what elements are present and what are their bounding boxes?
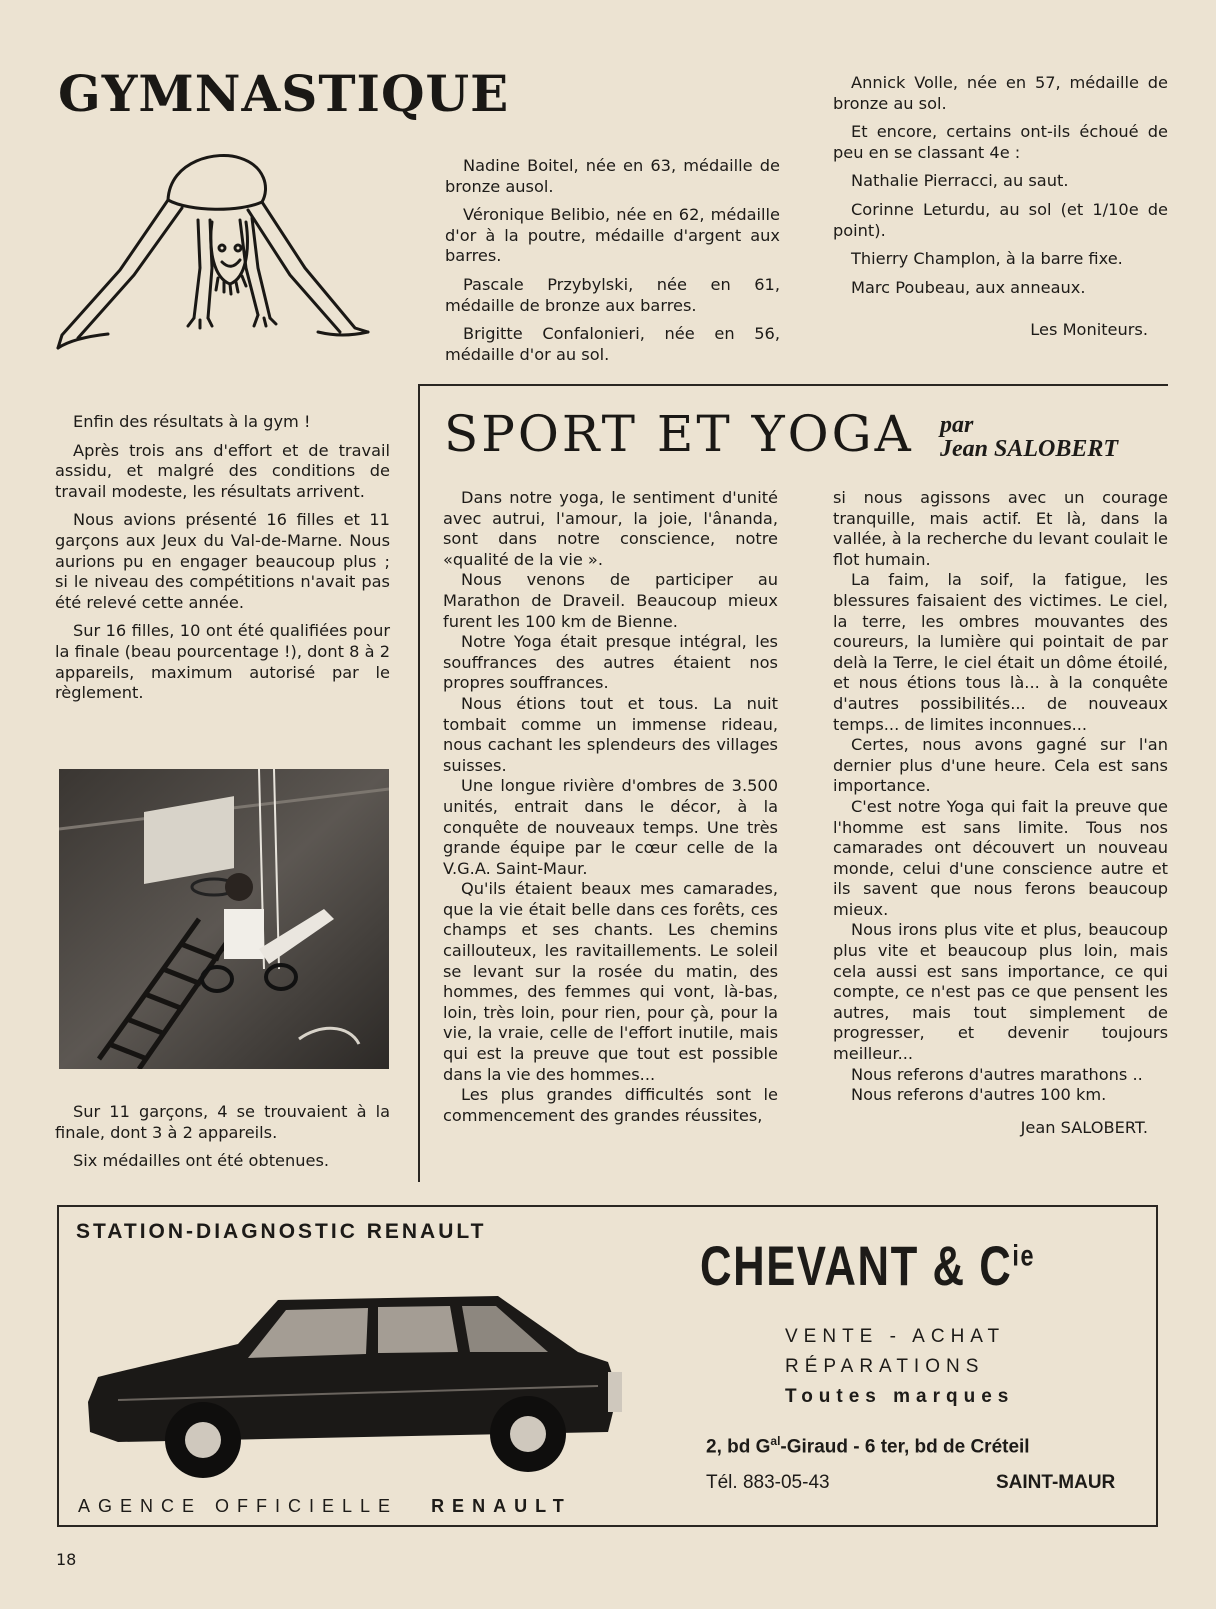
renault-car-icon	[78, 1282, 638, 1482]
ad-agency-label: AGENCE OFFICIELLE	[78, 1496, 399, 1516]
ad-address-a: 2, bd G	[706, 1436, 771, 1458]
medal-item: Annick Volle, née en 57, médaille de bronze au sol.	[833, 73, 1168, 113]
gym-medals	[445, 156, 780, 365]
ad-city: SAINT-MAUR	[996, 1472, 1116, 1493]
gym-intro-p2: Après trois ans d'effort et de travail assidu, et malgré des conditions de travail modeste, les résultats arrivent.	[55, 440, 390, 501]
yoga-paragraph: Nous étions tout et tous. La nuit tombait comme un immense rideau, nous cachant les splendeurs des villages suisses.	[443, 693, 778, 775]
gymnast-drawing-icon	[50, 150, 380, 365]
yoga-paragraph: Les plus grandes difficultés sont le commencement des grandes réussites,	[443, 1085, 778, 1125]
fourth-place-item: Marc Poubeau, aux anneaux.	[851, 277, 1086, 297]
gym-intro-p3: Nous avions présenté 16 filles et 11 garçons aux Jeux du Val-de-Marne. Nous aurions pu en engager beaucoup plus ; si le niveau des compétitions n'avait pas été relevé cette année.	[55, 510, 390, 612]
medal-item: Brigitte Confalonieri, née en 56, médaille d'or au sol.	[445, 324, 780, 364]
yoga-col1	[443, 488, 778, 1126]
medal-item: Pascale Przybylski, née en 61, médaille de bronze aux barres.	[445, 274, 780, 315]
yoga-signature: Jean SALOBERT.	[1020, 1117, 1148, 1137]
yoga-paragraph: Nous referons d'autres 100 km.	[851, 1085, 1107, 1105]
gym-intro	[55, 412, 390, 704]
yoga-paragraph: si nous agissons avec un courage tranquille, mais actif. Et là, dans la vallée, à la recherche du levant coulait le flot humain.	[833, 488, 1168, 569]
page-number: 18	[56, 1550, 77, 1569]
gym-outro	[55, 1102, 390, 1172]
fourth-place-item: Nathalie Pierracci, au saut.	[851, 171, 1069, 191]
ad-company: CHEVANT & C	[700, 1234, 1013, 1297]
gym-outro-p2: Six médailles ont été obtenues.	[73, 1151, 330, 1171]
ad-agency-brand: RENAULT	[431, 1496, 572, 1516]
ad-line-marques: Toutes marques	[785, 1386, 1015, 1407]
yoga-by-label: par	[940, 412, 974, 438]
fourth-place-item: Thierry Champlon, à la barre fixe.	[851, 249, 1123, 269]
medal-item: Nadine Boitel, née en 63, médaille de bronze ausol.	[445, 156, 780, 196]
ad-address-b: -Giraud - 6 ter, bd de Créteil	[780, 1436, 1030, 1458]
gym-right-col	[833, 73, 1168, 341]
yoga-left-rule	[418, 384, 420, 1182]
gym-outro-p1: Sur 11 garçons, 4 se trouvaient à la finale, dont 3 à 2 appareils.	[55, 1102, 390, 1142]
yoga-paragraph: Nous irons plus vite et plus, beaucoup plus vite et beaucoup plus loin, mais cela aussi est sans importance, ce qui compte, ce n'est pas ce que pensent les autres, mais tout simplement de progresser, et devenir toujours meilleur...	[833, 920, 1168, 1064]
yoga-paragraph: Nous venons de participer au Marathon de Draveil. Beaucoup mieux furent les 100 km de Bienne.	[443, 570, 778, 631]
ad-line-vente: VENTE - ACHAT	[785, 1326, 1006, 1347]
gym-intro-p1: Enfin des résultats à la gym !	[73, 412, 311, 431]
ad-company-sup: ie	[1012, 1239, 1036, 1273]
medal-item: Véronique Belibio, née en 62, médaille d'or à la poutre, médaille d'argent aux barres.	[445, 205, 780, 266]
ad-address	[706, 1434, 1030, 1458]
yoga-top-rule	[418, 384, 1168, 386]
yoga-paragraph: Certes, nous avons gagné sur l'an dernier plus d'une heure. Cela est sans importance.	[833, 735, 1168, 796]
yoga-paragraph: Une longue rivière d'ombres de 3.500 unités, entrait dans le décor, à la conquête de nouveaux temps. Une très grande équipe par le cœur celle de la V.G.A. Saint-Maur.	[443, 776, 778, 878]
yoga-title: SPORT ET YOGA	[444, 405, 914, 463]
fourth-place-intro: Et encore, certains ont-ils échoué de peu en se classant 4e :	[833, 122, 1168, 162]
ad-address-sup: al	[770, 1434, 781, 1448]
fourth-place-item: Corinne Leturdu, au sol (et 1/10e de point).	[833, 199, 1168, 240]
ad-company-name	[700, 1233, 1035, 1298]
yoga-paragraph: Qu'ils étaient beaux mes camarades, que la vie était belle dans ces forêts, ces champs et ses chants. Les chemins caillouteux, les ravitaillements. Le soleil se levant sur la rosée du matin, des hommes, des femmes qui vont, là-bas, loin, très loin, pour rien, pour çà, pour la vie, la vraie, celle de l'effort inutile, mais qui est la preuve que tout est possible dans la vie des hommes...	[443, 879, 778, 1084]
yoga-col2	[833, 488, 1168, 1138]
gymnast-rings-photo	[59, 769, 389, 1069]
ad-phone: Tél. 883-05-43	[706, 1472, 830, 1493]
ad-top-line: STATION-DIAGNOSTIC RENAULT	[76, 1220, 487, 1243]
ad-bottom-line	[78, 1496, 572, 1517]
yoga-paragraph: C'est notre Yoga qui fait la preuve que l'homme est sans limite. Tous nos camarades ont découvert un nouveau monde, celui d'une conscience autre et ils savent que nous ferons beaucoup mieux.	[833, 796, 1168, 919]
gym-signature: Les Moniteurs.	[1030, 320, 1148, 340]
yoga-byline	[940, 413, 1118, 461]
gym-title: GYMNASTIQUE	[58, 64, 510, 123]
yoga-paragraph: Dans notre yoga, le sentiment d'unité avec autrui, l'amour, la joie, l'ânanda, sont dans notre conscience, notre «qualité de la vie ».	[443, 488, 778, 569]
yoga-paragraph: Notre Yoga était presque intégral, les souffrances des autres étaient nos propres souffrances.	[443, 632, 778, 693]
ad-line-reparations: RÉPARATIONS	[785, 1356, 985, 1377]
yoga-paragraph: La faim, la soif, la fatigue, les blessures faisaient des victimes. Le ciel, la terre, les ombres mouvantes des coureurs, la lumière qui pointait de par delà la Terre, le ciel était un dôme étoilé, et nous étions tous là... à la conquête d'autres possibilités... de nouveaux temps... de limites inconnues...	[833, 570, 1168, 734]
yoga-author: Jean SALOBERT	[940, 436, 1119, 462]
gym-intro-p4: Sur 16 filles, 10 ont été qualifiées pour la finale (beau pourcentage !), dont 8 à 2 appareils, maximum autorisé par le règlement.	[55, 621, 390, 703]
yoga-paragraph: Nous referons d'autres marathons ..	[851, 1064, 1143, 1084]
